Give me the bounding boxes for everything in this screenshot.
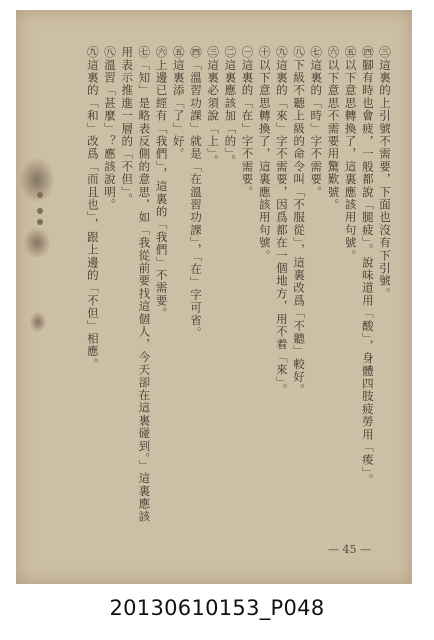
text-column: ㊃「溫習功課」就是「在溫習功課」，「在」字可省。	[188, 46, 203, 340]
text-column: 用表示推進一層的「不但」。	[120, 46, 135, 206]
stain-mark	[30, 312, 46, 332]
text-column: ㊆「知」是略表反側的意思，如「我從前要找這個人，今天卻在這裏碰到。」這裏應該	[137, 46, 152, 523]
text-column: ㊂這裏的上引號不需要，下面也沒有下引號。	[378, 46, 392, 300]
text-column: ㊁這裏應該加「的」。	[223, 46, 238, 168]
text-column: ㊀這裏的「在」字不需要。	[240, 46, 255, 199]
text-column: ㊈這裏的「和」改爲「而且也」，跟上邊的「不但」相應。	[85, 46, 100, 371]
text-column: ㊂這裏必須說「上」。	[206, 46, 221, 168]
binding-hole	[37, 208, 43, 214]
text-column: ㊅以下意思不需要用驚歎號。	[326, 46, 341, 212]
scanned-page	[16, 10, 412, 584]
binding-hole	[37, 219, 43, 225]
text-column: ㊉以下意思轉換了，這裏應該用句號。	[257, 46, 272, 262]
page-number: — 45 —	[328, 543, 371, 556]
stain-mark	[24, 228, 50, 258]
text-column: ㊅上邊已經有「我們」，這裏的「我們」不需要。	[154, 46, 169, 320]
text-column: ㊄這裏添「了」好。	[171, 46, 186, 161]
text-column: ㊆這裏的「時」字不需要。	[309, 46, 324, 199]
text-column: ㊇溫習「甚麼」？應該說明。	[103, 46, 117, 212]
text-column: ㊄以下意思轉換了，這裏應該用句號。	[343, 46, 358, 262]
vertical-text-body	[85, 46, 392, 536]
text-column: ㊇下級不聽上級的命令叫「不服從」，這裏改爲「不聽」較好。	[292, 46, 307, 396]
image-caption: 20130610153_P048	[109, 596, 325, 620]
text-column: ㊃腳有時也會疲，一般都說「腿疲」。說味道用「酸」，身體四肢疲勞用「痠」。	[360, 46, 375, 486]
binding-hole	[37, 192, 43, 198]
text-column: ㊈這裏的「來」字不需要，因爲都在一個地方，用不着「來」。	[274, 46, 289, 396]
